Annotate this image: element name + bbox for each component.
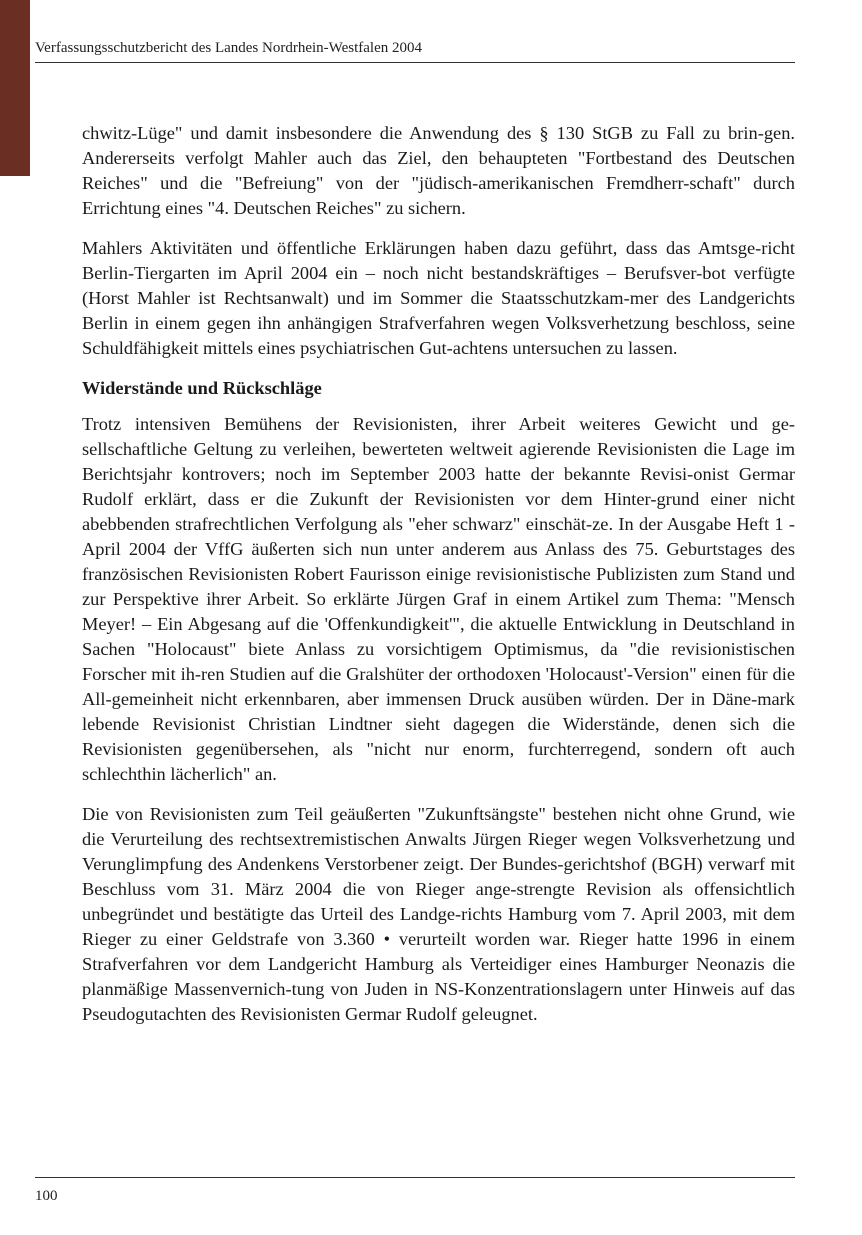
footer-divider [35,1177,795,1178]
paragraph: Mahlers Aktivitäten und öffentliche Erklärungen haben dazu geführt, dass das Amtsge-richt Berlin-Tiergarten im April 2004 ein – noch nicht bestandskräftiges – Berufsver-bot verfügte (Horst Mahler ist Rechtsanwalt) und im Sommer die Staatsschutzkam-mer des Landgerichts Berlin in einem gegen ihn anhängigen Strafverfahren wegen Volksverhetzung beschloss, seine Schuldfähigkeit mittels eines psychiatrischen Gut-achtens untersuchen zu lassen. [82,238,795,358]
header-divider [35,62,795,63]
section-heading: Widerstände und Rückschläge [82,378,322,398]
page-number: 100 [35,1188,58,1204]
page-body [82,121,795,1042]
chapter-color-tab [0,0,30,176]
paragraph: chwitz-Lüge" und damit insbesondere die Anwendung des § 130 StGB zu Fall zu brin-gen. Andererseits verfolgt Mahler auch das Ziel, den behaupteten "Fortbestand des Deutschen Reiches" und die "Befreiung" von der "jüdisch-amerikanischen Fremdherr-schaft" durch Errichtung eines "4. Deutschen Reiches" zu sichern. [82,123,795,218]
paragraph: Die von Revisionisten zum Teil geäußerten "Zukunftsängste" bestehen nicht ohne Grund, wie die Verurteilung des rechtsextremistischen Anwalts Jürgen Rieger wegen Volksverhetzung und Verunglimpfung des Andenkens Verstorbener zeigt. Der Bundes-gerichtshof (BGH) verwarf mit Beschluss vom 31. März 2004 die von Rieger ange-strengte Revision als offensichtlich unbegründet und bestätigte das Urteil des Landge-richts Hamburg vom 7. April 2003, mit dem Rieger zu einer Geldstrafe von 3.360 • verurteilt worden war. Rieger hatte 1996 in einem Strafverfahren vor dem Landgericht Hamburg als Verteidiger eines Hamburger Neonazis die planmäßige Massenvernich-tung von Juden in NS-Konzentrationslagern unter Hinweis auf das Pseudogutachten des Revisionisten Germar Rudolf geleugnet. [82,804,795,1024]
paragraph: Trotz intensiven Bemühens der Revisionisten, ihrer Arbeit weiteres Gewicht und ge-sellschaftliche Geltung zu verleihen, bewerteten weltweit agierende Revisionisten die Lage im Berichtsjahr kontrovers; noch im September 2003 hatte der bekannte Revisi-onist Germar Rudolf erklärt, dass er die Zukunft der Revisionisten vor dem Hinter-grund einer nicht abebbenden strafrechtlichen Verfolgung als "eher schwarz" einschät-ze. In der Ausgabe Heft 1 - April 2004 der VffG äußerten sich nun unter anderem aus Anlass des 75. Geburtstages des französischen Revisionisten Robert Faurisson einige revisionistische Publizisten zum Stand und zur Perspektive ihrer Arbeit. So erklärte Jürgen Graf in einem Artikel zum Thema: "Mensch Meyer! – Ein Abgesang auf die 'Offenkundigkeit'", die aktuelle Entwicklung in Deutschland in Sachen "Holocaust" biete Anlass zu vorsichtigem Optimismus, da "die revisionistischen Forscher mit ih-ren Studien auf die Gralshüter der orthodoxen 'Holocaust'-Version" einen für die All-gemeinheit nicht erkennbaren, aber immensen Druck ausüben würden. Der in Däne-mark lebende Revisionist Christian Lindtner sieht dagegen die Widerstände, denen sich die Revisionisten gegenübersehen, als "nicht nur enorm, furchterregend, sondern oft auch schlechthin lächerlich" an. [82,414,795,784]
running-header: Verfassungsschutzbericht des Landes Nordrhein-Westfalen 2004 [35,40,423,56]
